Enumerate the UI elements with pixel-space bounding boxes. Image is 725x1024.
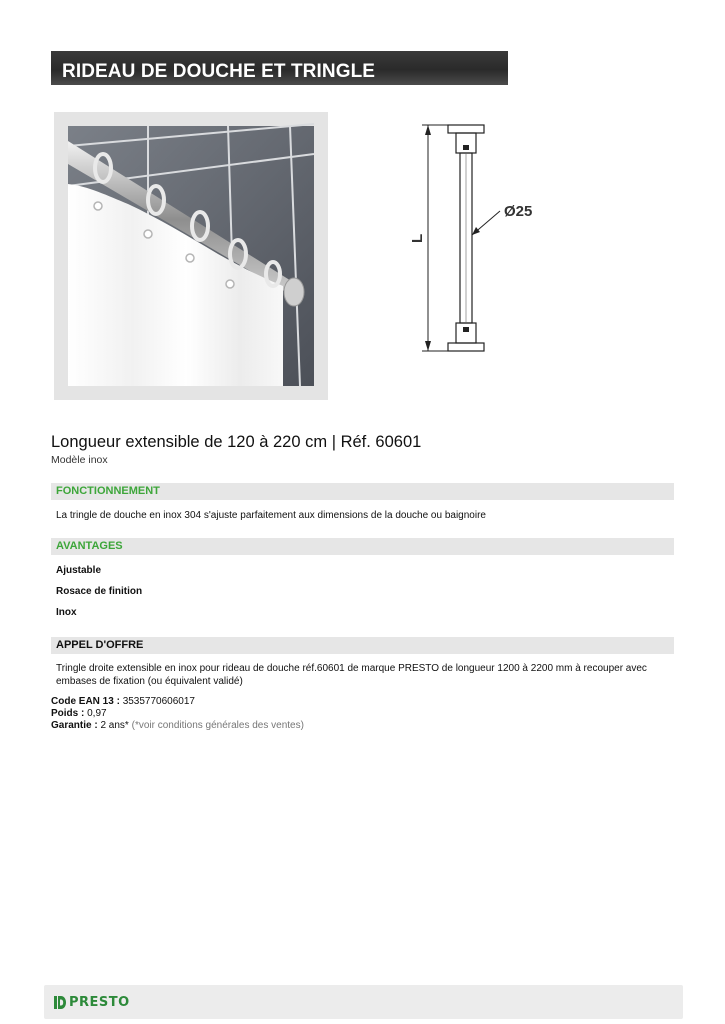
weight-row [51,708,107,719]
warranty-label: Garantie : [51,720,98,731]
section-heading: AVANTAGES [56,540,123,552]
product-title: Longueur extensible de 120 à 220 cm | Réf. 60601 [51,433,422,451]
presto-logo [54,995,130,1009]
document-title: RIDEAU DE DOUCHE ET TRINGLE [62,61,376,82]
ean-label: Code EAN 13 : [51,696,120,707]
warranty-note: (*voir conditions générales des ventes) [131,720,304,731]
warranty-value: 2 ans* [100,720,129,731]
rod-dimension-diagram [409,115,562,365]
weight-label: Poids : [51,708,85,719]
shower-curtain-illustration [68,126,314,386]
ean-row [51,696,195,707]
presto-logo-icon [54,996,66,1009]
ean-value: 3535770606017 [122,696,195,707]
fonctionnement-text: La tringle de douche en inox 304 s'ajuste parfaitement aux dimensions de la douche ou baignoire [56,510,486,521]
avantage-item: Ajustable [56,565,102,576]
section-heading: APPEL D'OFFRE [56,639,144,651]
brand-name: PRESTO [69,994,130,1010]
diameter-label: Ø25 [504,203,533,220]
page-footer [44,985,683,1019]
weight-value: 0,97 [87,708,107,719]
photo-content [68,126,314,386]
technical-drawing [409,115,562,365]
length-label: L [409,233,426,243]
avantage-item: Inox [56,607,77,618]
section-appel-header [51,637,674,654]
avantage-item: Rosace de finition [56,586,143,597]
document-title-bar [51,51,508,85]
appel-text: Tringle droite extensible en inox pour rideau de douche réf.60601 de marque PRESTO de longueur 1200 à 2200 mm à recouper avec embases de fixation (ou équivalent validé) [56,663,647,687]
warranty-row [51,720,304,731]
section-heading: FONCTIONNEMENT [56,485,160,497]
section-fonctionnement-header [51,483,674,500]
product-subtitle: Modèle inox [51,454,108,466]
product-photo [54,112,328,400]
section-avantages-header [51,538,674,555]
